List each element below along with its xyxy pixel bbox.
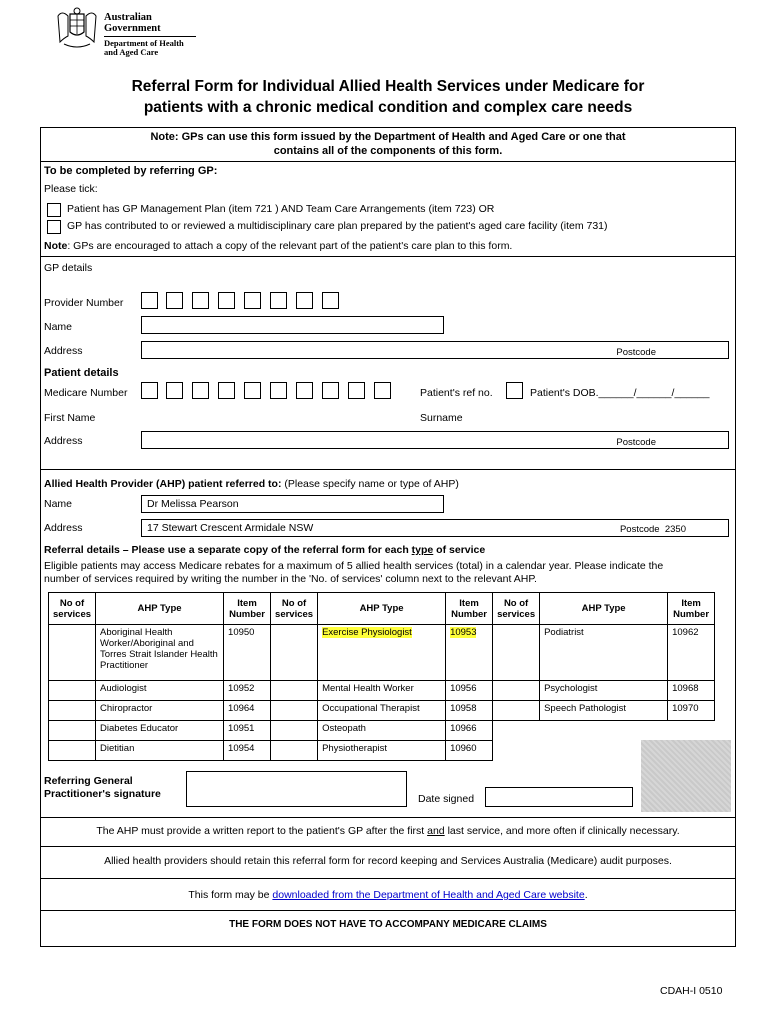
patient-section-heading: Patient details [44, 367, 119, 379]
item-number-cell: 10958 [446, 701, 493, 721]
col-item-number: Item Number [224, 593, 271, 625]
service-count-cell[interactable] [271, 701, 318, 721]
col-ahp-type: AHP Type [540, 593, 668, 625]
patient-ref-label: Patient's ref no. [420, 387, 493, 399]
table-row [49, 741, 715, 761]
col-ahp-type: AHP Type [318, 593, 446, 625]
gp-plan-checkbox[interactable] [47, 203, 61, 217]
signature-field[interactable] [186, 771, 407, 807]
service-count-cell[interactable] [271, 721, 318, 741]
ahp-postcode: Postcode 2350 [619, 524, 686, 535]
table-row [49, 721, 715, 741]
signature-label-1: Referring General [44, 775, 133, 787]
gov-name: Australian Government [104, 12, 161, 34]
first-name-label: First Name [44, 412, 96, 424]
col-ahp-type: AHP Type [96, 593, 224, 625]
ahp-section-heading: Allied Health Provider (AHP) patient referred to: (Please specify name or type of AHP) [44, 478, 459, 490]
item-number-cell: 10966 [446, 721, 493, 741]
patient-address-label: Address [44, 435, 83, 447]
item-number-cell: 10962 [668, 625, 715, 681]
note-line-2: contains all of the components of this form. [273, 145, 503, 157]
department-name-2: and Aged Care [104, 47, 159, 57]
medicare-claims-notice: THE FORM DOES NOT HAVE TO ACCOMPANY MEDICARE CLAIMS [229, 919, 547, 930]
item-number-cell: 10970 [668, 701, 715, 721]
download-notice: This form may be downloaded from the Department of Health and Aged Care website. [188, 889, 588, 901]
retain-notice: Allied health providers should retain this referral form for record keeping and Services Australia (Medicare) audit purposes. [104, 855, 672, 867]
referral-heading: Referral details – Please use a separate copy of the referral form for each type of service [44, 544, 486, 556]
ahp-name-label: Name [44, 498, 73, 510]
gp-name-label: Name [44, 321, 73, 333]
ahp-name-field[interactable]: Dr Melissa Pearson [141, 495, 444, 513]
ahp-type-cell: Osteopath [318, 721, 446, 741]
item-number-cell: 10968 [668, 681, 715, 701]
ahp-address-field[interactable]: 17 Stewart Crescent Armidale NSW Postcode 2350 [141, 519, 729, 537]
download-link[interactable]: downloaded from the Department of Health and Aged Care website [272, 889, 585, 901]
item-number-cell: 10954 [224, 741, 271, 761]
referral-desc-2: number of services required by writing the number in the 'No. of services' column next to the relevant AHP. [44, 573, 537, 585]
item-number-cell: 10951 [224, 721, 271, 741]
ahp-type-cell: Mental Health Worker [318, 681, 446, 701]
gp-plan-option: Patient has GP Management Plan (item 721 ) AND Team Care Arrangements (item 723) OR [67, 203, 495, 215]
stamp-area [641, 740, 731, 812]
form-code: CDAH-I 0510 [660, 985, 723, 997]
report-notice: The AHP must provide a written report to the patient's GP after the first and last service, and more often if clinically necessary. [96, 825, 680, 837]
service-count-cell[interactable] [493, 701, 540, 721]
service-count-cell[interactable] [49, 721, 96, 741]
ahp-type-cell: Dietitian [96, 741, 224, 761]
table-row [49, 701, 715, 721]
gp-note: Note: GPs are encouraged to attach a copy of the relevant part of the patient's care plan to this form. [44, 240, 513, 252]
medicare-number-label: Medicare Number [44, 387, 128, 399]
ahp-type-cell: Audiologist [96, 681, 224, 701]
service-count-cell[interactable] [49, 701, 96, 721]
provider-number-label: Provider Number [44, 297, 124, 309]
ahp-type-cell: Podiatrist [540, 625, 668, 681]
table-row [49, 625, 715, 681]
item-number-cell: 10956 [446, 681, 493, 701]
ahp-type-cell: Aboriginal Health Worker/Aboriginal and Torres Strait Islander Health Practitioner [96, 625, 224, 681]
date-signed-label: Date signed [418, 793, 475, 805]
item-number-cell: 10960 [446, 741, 493, 761]
service-count-cell[interactable] [493, 681, 540, 701]
item-number-cell: 10950 [224, 625, 271, 681]
service-count-cell[interactable] [49, 741, 96, 761]
care-plan-option: GP has contributed to or reviewed a multidisciplinary care plan prepared by the patient's aged care facility (item 731) [67, 220, 608, 232]
patient-postcode-label: Postcode [616, 437, 656, 448]
item-number-cell: 10953 [446, 625, 493, 681]
department-name: Department of Health [104, 38, 184, 48]
ahp-type-cell: Diabetes Educator [96, 721, 224, 741]
ahp-type-cell: Physiotherapist [318, 741, 446, 761]
patient-dob[interactable]: Patient's DOB.______/______/______ [530, 387, 710, 399]
service-count-cell[interactable] [271, 625, 318, 681]
date-signed-field[interactable] [485, 787, 633, 807]
col-item-number: Item Number [446, 593, 493, 625]
gp-name-field[interactable] [141, 316, 444, 334]
gp-address-label: Address [44, 345, 83, 357]
signature-label-2: Practitioner's signature [44, 788, 161, 800]
care-plan-checkbox[interactable] [47, 220, 61, 234]
ahp-type-cell: Chiropractor [96, 701, 224, 721]
service-count-cell[interactable] [49, 681, 96, 701]
service-count-cell[interactable] [49, 625, 96, 681]
government-logo [52, 6, 202, 57]
ahp-type-cell: Psychologist [540, 681, 668, 701]
gp-section-heading: To be completed by referring GP: [44, 165, 218, 177]
col-no-services: No of services [271, 593, 318, 625]
gp-address-field[interactable] [141, 341, 729, 359]
ahp-type-cell: Exercise Physiologist [318, 625, 446, 681]
ahp-services-table [48, 592, 715, 761]
table-row [49, 681, 715, 701]
surname-label: Surname [420, 412, 463, 424]
gp-postcode-label: Postcode [616, 347, 656, 358]
gp-details-label: GP details [44, 262, 93, 274]
patient-ref-box[interactable] [506, 382, 523, 399]
col-no-services: No of services [49, 593, 96, 625]
please-tick: Please tick: [44, 183, 98, 195]
coat-of-arms-icon [54, 6, 100, 50]
note-line-1: Note: GPs can use this form issued by the Department of Health and Aged Care or one that [150, 131, 626, 143]
ahp-type-cell: Speech Pathologist [540, 701, 668, 721]
service-count-cell[interactable] [271, 681, 318, 701]
form-title: Referral Form for Individual Allied Health Services under Medicare for patients with a chronic medical condition and complex care needs [131, 78, 645, 116]
item-number-cell: 10952 [224, 681, 271, 701]
col-item-number: Item Number [668, 593, 715, 625]
ahp-address-label: Address [44, 522, 83, 534]
service-count-cell[interactable] [493, 625, 540, 681]
service-count-cell[interactable] [271, 741, 318, 761]
col-no-services: No of services [493, 593, 540, 625]
item-number-cell: 10964 [224, 701, 271, 721]
referral-desc-1: Eligible patients may access Medicare rebates for a maximum of 5 allied health services (total) in a calendar year. Please indicate the [44, 560, 664, 572]
ahp-type-cell: Occupational Therapist [318, 701, 446, 721]
patient-address-field[interactable] [141, 431, 729, 449]
